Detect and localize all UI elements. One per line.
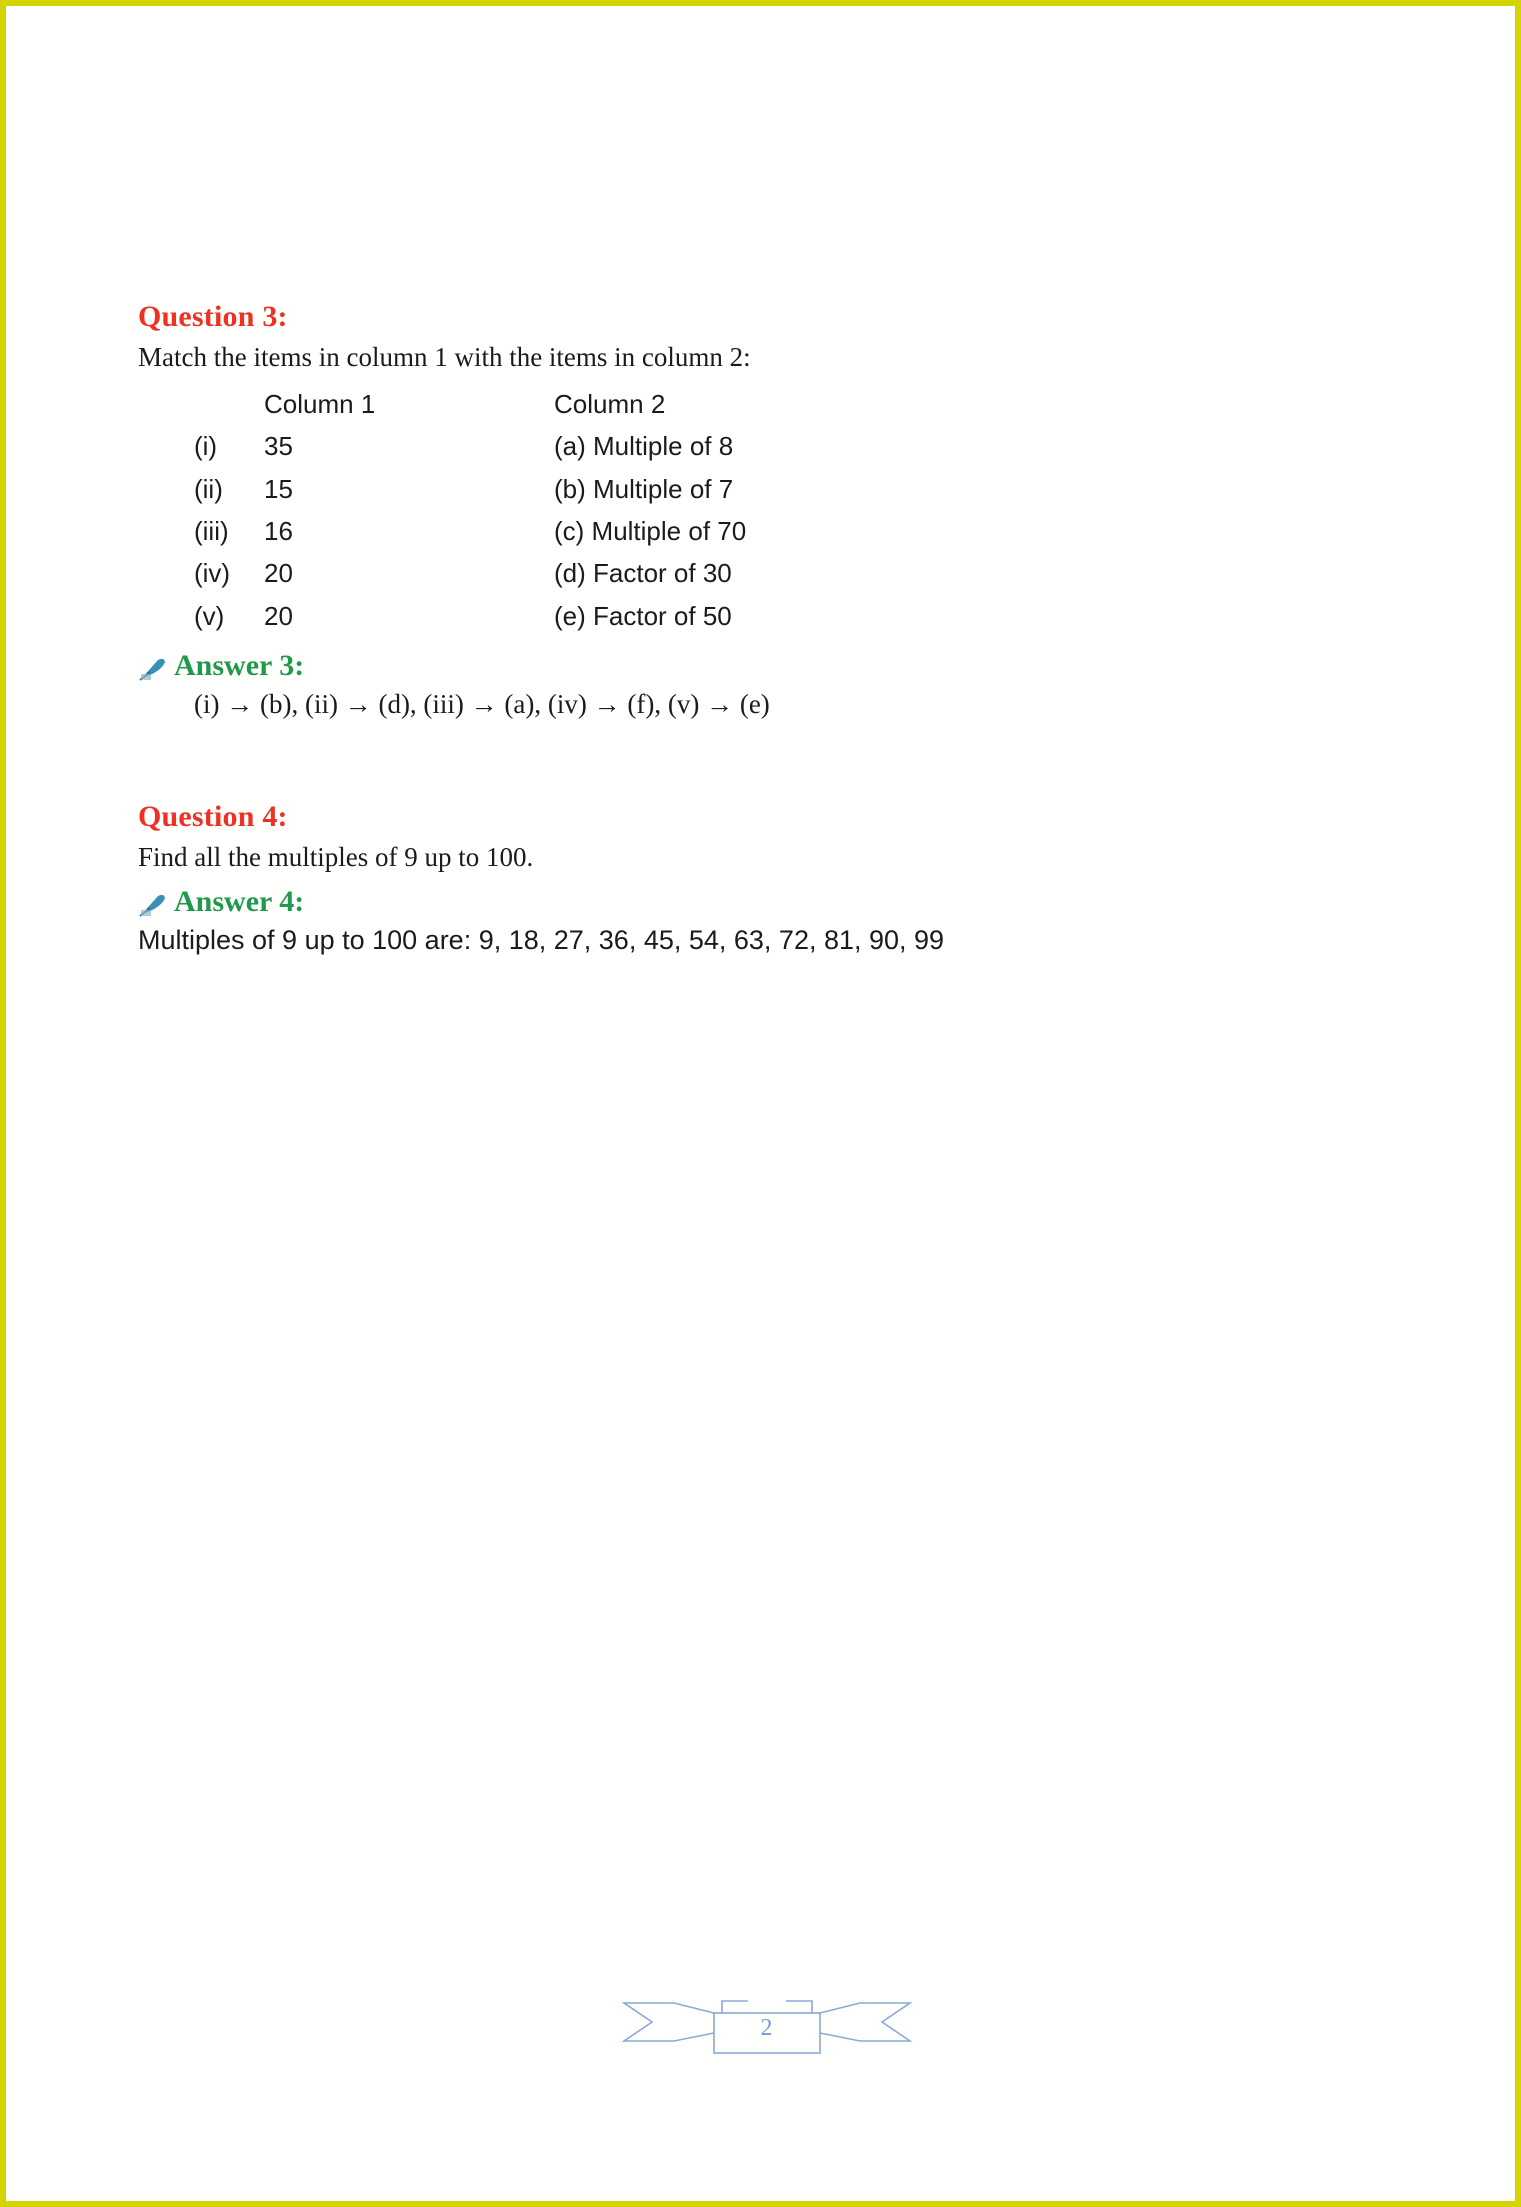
match-columns-table <box>194 383 1054 637</box>
question-4-text: Find all the multiples of 9 up to 100. <box>138 841 534 872</box>
row-right: (b) Multiple of 7 <box>554 473 734 504</box>
answer-3-text: (i) → (b), (ii) → (d), (iii) → (a), (iv) → (f), (v) → (e) <box>194 688 770 719</box>
table-row <box>194 510 1054 552</box>
row-value: 20 <box>264 558 293 589</box>
row-label: (i) <box>194 431 218 462</box>
row-right: (d) Factor of 30 <box>554 558 732 589</box>
table-row <box>194 595 1054 637</box>
section-spacer <box>138 720 1398 800</box>
question-4-heading: Question 4: <box>138 799 288 833</box>
row-right: (a) Multiple of 8 <box>554 431 734 462</box>
page-footer <box>20 1995 1513 2061</box>
row-value: 20 <box>264 600 293 631</box>
page-canvas <box>20 20 1513 2199</box>
row-right: (c) Multiple of 70 <box>554 515 747 546</box>
column-1-header: Column 1 <box>264 389 376 419</box>
answer-4-text: Multiples of 9 up to 100 are: 9, 18, 27, 36, 45, 54, 63, 72, 81, 90, 99 <box>138 924 945 955</box>
row-value: 15 <box>264 473 293 504</box>
footer-ribbon <box>622 1995 912 2061</box>
row-value: 35 <box>264 431 293 462</box>
answer-4-heading-row <box>138 885 1398 919</box>
table-row <box>194 468 1054 510</box>
row-label: (iii) <box>194 515 229 546</box>
row-label: (v) <box>194 600 225 631</box>
row-value: 16 <box>264 515 293 546</box>
row-right: (e) Factor of 50 <box>554 600 732 631</box>
question-3-text: Match the items in column 1 with the items in column 2: <box>138 342 751 372</box>
quill-pen-icon <box>138 892 168 918</box>
page-number: 2 <box>760 2015 773 2041</box>
question-block-4 <box>138 800 1398 956</box>
col1-head-spacer <box>194 383 264 425</box>
document-content <box>138 300 1398 956</box>
row-label: (ii) <box>194 473 223 504</box>
question-3-heading: Question 3: <box>138 300 288 333</box>
quill-pen-icon <box>138 656 168 682</box>
row-label: (iv) <box>194 558 231 589</box>
answer-4-label: Answer 4: <box>174 884 305 918</box>
table-row <box>194 425 1054 467</box>
table-row <box>194 552 1054 594</box>
answer-3-label: Answer 3: <box>174 648 305 682</box>
answer-3-heading-row <box>138 649 1398 683</box>
column-2-header: Column 2 <box>554 389 666 419</box>
question-block-3 <box>138 300 1398 720</box>
table-header-row <box>194 383 1054 425</box>
